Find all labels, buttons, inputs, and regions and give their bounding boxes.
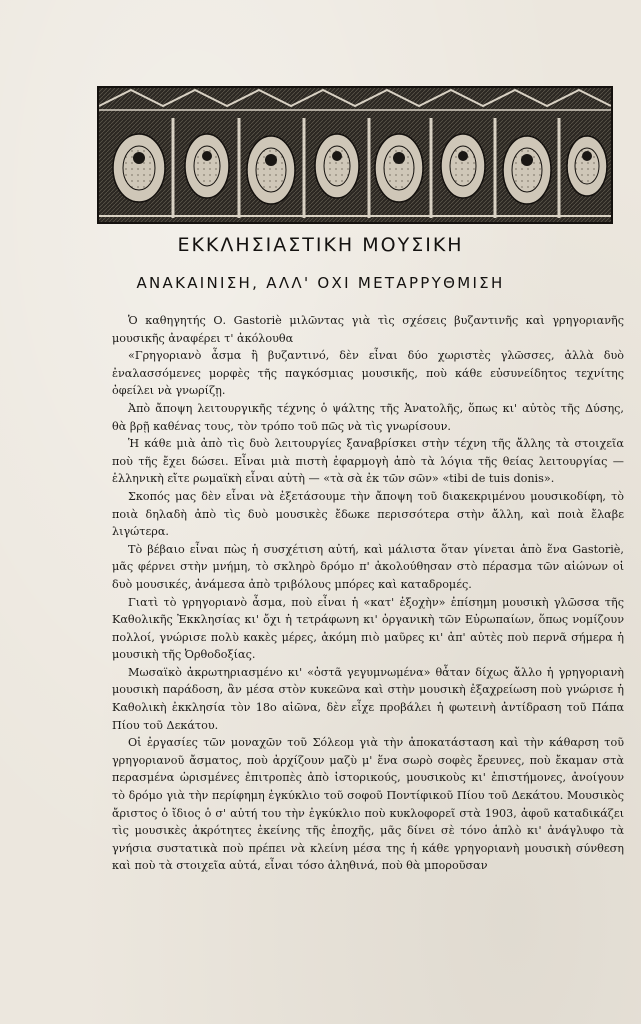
paragraph: «Γρηγοριανὸ ἆσμα ἢ βυζαντινό, δὲν εἶναι δύο χωριστὲς γλῶσσες, ἀλλὰ δυὸ ἐναλασσόμενες μορφὲς τῆς παγκόσμιας μουσικῆς, ποὺ κάθε εὐσυνείδητος τεχνίτης ὀφείλει νὰ γνωρίζῃ. [112, 349, 624, 398]
paragraph: Γιατὶ τὸ γρηγοριανὸ ἆσμα, ποὺ εἶναι ἡ «κατ' ἐξοχὴν» ἐπίσημη μουσικὴ γλῶσσα τῆς Καθολικῆς Ἐκκλησίας κι' ὄχι ἡ τετράφωνη κι' ὀργανικὴ τῶν Εὐρωπαίων, ὅπως νομίζουν πολλοί, γνώρισε πολὺ κακὲς μέρες, ἀκόμη πιὸ μαῦρες κι' ἀπ' αὐτὲς ποὺ περνᾶ σήμερα ἡ μουσικὴ τῆς Ὀρθοδοξίας. [112, 595, 624, 662]
page-title: ΕΚΚΛΗΣΙΑΣΤΙΚΗ ΜΟΥΣΙΚΗ [177, 234, 464, 256]
paragraph: Ἀπὸ ἄποψη λειτουργικῆς τέχνης ὁ ψάλτης τῆς Ἀνατολῆς, ὅπως κι' αὐτὸς τῆς Δύσης, θὰ βρῇ καθένας τους, τὸν τρόπο τοῦ πῶς νὰ τὶς γνωρίσουν. [112, 401, 624, 433]
paragraph: Τὸ βέβαιο εἶναι πὼς ἡ συσχέτιση αὐτή, καὶ μάλιστα ὅταν γίνεται ἀπὸ ἕνα Gastoriè, μᾶς φέρνει στὴν μνήμη, τὸ σκληρὸ δρόμο π' ἀκολούθησαν στὸ πέρασμα τῶν αἰώνων οἱ δυὸ μουσικές, ἀνάμεσα ἀπὸ τριβόλους μπόρες καὶ καταδρομές. [112, 542, 624, 591]
paragraph: Ἡ κάθε μιὰ ἀπὸ τὶς δυὸ λειτουργίες ξαναβρίσκει στὴν τέχνη τῆς ἄλλης τὰ στοιχεῖα ποὺ τῆς ἔχει δώσει. Εἶναι μιὰ πιστὴ ἐφαρμογὴ ἀπὸ τὰ λόγια τῆς θείας λειτουργίας — ἑλληνικὴ εἴτε ρωμαϊκὴ εἶναι αὐτὴ — «τὰ σὰ ἐκ τῶν σῶν» «tibi de tuis donis». [112, 437, 624, 486]
paragraph: Οἱ ἐργασίες τῶν μοναχῶν τοῦ Σόλεομ γιὰ τὴν ἀποκατάσταση καὶ τὴν κάθαρση τοῦ γρηγοριανοῦ ἄσματος, ποὺ ἀρχίζουν μαζὺ μ' ἕνα σωρὸ σοφὲς ἔρευνες, ποὺ ἔκαμαν στὰ περασμένα ὡρισμένες ἐπιτροπὲς ἀπὸ ἱστορικούς, μουσικοὺς κι' ἐπιστήμονες, ἀνοίγουν τὸ δρόμο γιὰ τὴν περίφημη ἐγκύκλιο τοῦ σοφοῦ Ποντίφικοῦ Πίου τοῦ Δεκάτου. Μουσικὸς ἄριστος ὁ ἴδιος ὁ σ' αὐτή του τὴν ἐγκύκλιο ποὺ κυκλοφορεῖ στὰ 1903, ἀφοῦ καταδικάζει τὶς μουσικὲς ἀκρότητες ἐκείνης τῆς ἐποχῆς, μᾶς δίνει σὲ τόνο ἁπλὸ κι' ἀνάγλυφο τὰ γνήσια συστατικὰ ποὺ πρέπει νὰ κλείνη μέσα της ἡ κάθε γρηγοριανὴ μουσικὴ σύνθεση καὶ ποὺ τὰ στοιχεῖα αὐτά, εἶναι τόσο ἀληθινά, ποὺ θὰ μποροῦσαν [112, 736, 624, 873]
paragraph: Μωσαϊκὸ ἀκρωτηριασμένο κι' «ὀστᾶ γεγυμνωμένα» θἆταν δίχως ἄλλο ἡ γρηγοριανὴ μουσικὴ παράδοση, ἂν μέσα στὸν κυκεῶνα καὶ στὴν μουσικὴ ἐξαχρείωση ποὺ γνώρισε ἡ Καθολικὴ ἐκκλησία τὸν 18ο αἰῶνα, δὲν εἶχε προβάλει ἡ φωτεινὴ ἀντίδραση τοῦ Πάπα Πίου τοῦ Δεκάτου. [112, 665, 624, 732]
mosaic-banner-illustration [97, 86, 613, 224]
article-body [112, 312, 624, 875]
page-subtitle: ΑΝΑΚΑΙΝΙΣΗ, ΑΛΛ' ΟΧΙ ΜΕΤΑΡΡΥΘΜΙΣΗ [136, 274, 505, 292]
paragraph: Σκοπός μας δὲν εἶναι νὰ ἐξετάσουμε τὴν ἄποψη τοῦ διακεκριμένου μουσικοδίφη, τὸ ποιὰ δηλαδὴ ἀπὸ τὶς δυὸ μουσικὲς ἔδωκε περισσότερα στὴν ἄλλη, καὶ ποιὰ ἔλαβε λιγώτερα. [112, 489, 624, 539]
paragraph: Ὁ καθηγητής Ο. Gastoriè μιλῶντας γιὰ τὶς σχέσεις βυζαντινῆς καὶ γρηγοριανῆς μουσικῆς ἀναφέρει τ' ἀκόλουθα [112, 314, 624, 345]
